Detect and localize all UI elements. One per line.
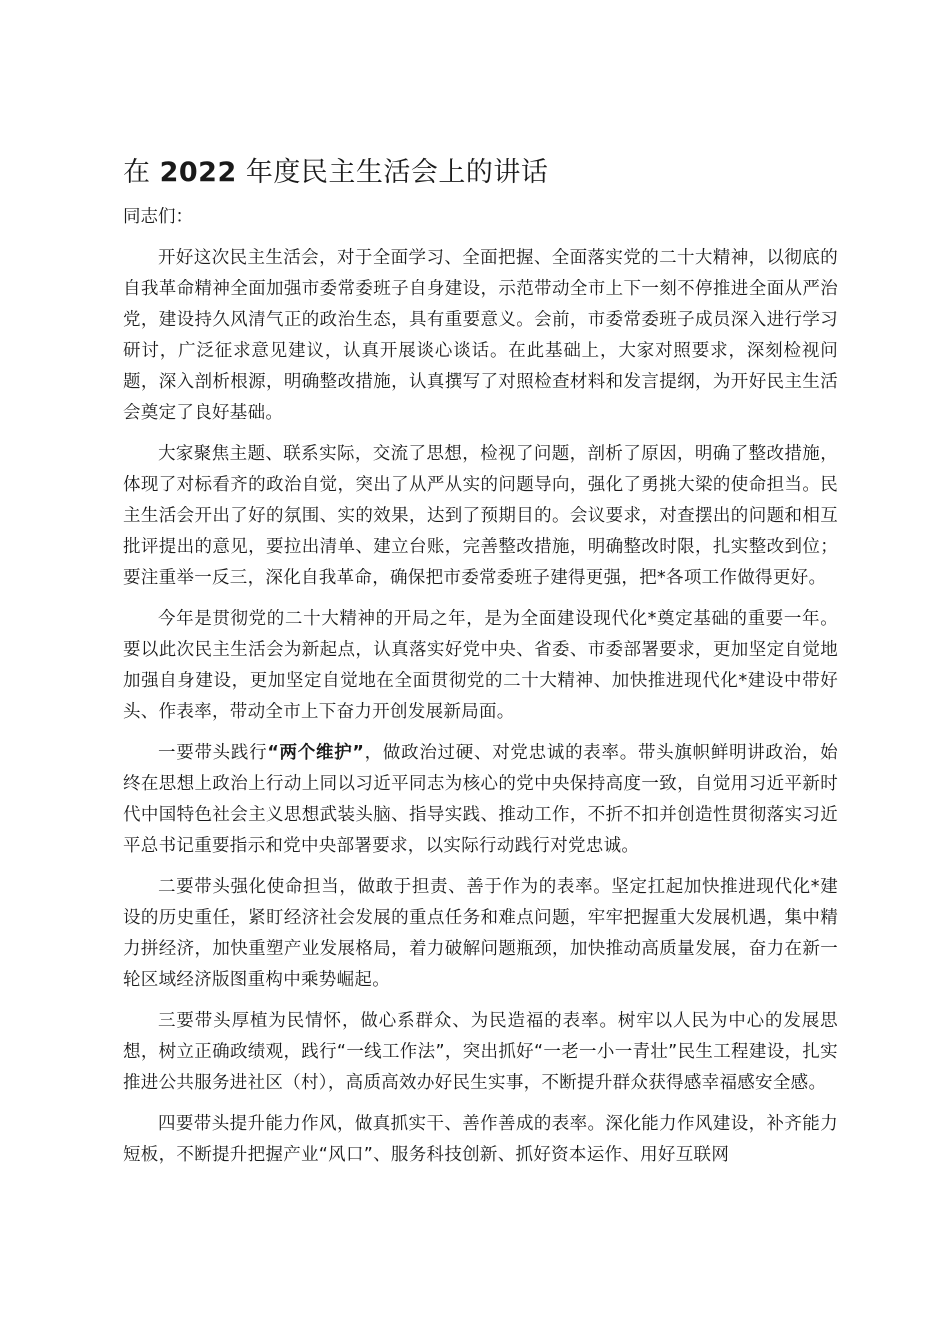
title-suffix: 年度民主生活会上的讲话 (236, 157, 549, 188)
paragraph: 大家聚焦主题、联系实际，交流了思想，检视了问题，剖析了原因，明确了整改措施，体现了对标看齐的政治自觉，突出了从严从实的问题导向，强化了勇挑大梁的使命担当。民主生活会开出了好的氛围、实的效果，达到了预期目的。会议要求，对查摆出的问题和相互批评提出的意见，要拉出清单、建立台账，完善整改措施，明确整改时限，扎实整改到位；要注重举一反三，深化自我革命，确保把市委常委班子建得更强，把*各项工作做得更好。 (123, 444, 838, 588)
paragraph-quote: “两个维护” (267, 743, 365, 763)
paragraph-lead-rest: ，做政治过硬、对党忠诚的表率。带头旗帜鲜明讲政治， (364, 743, 821, 763)
paragraph: 二要带头强化使命担当，做敢于担责、善于作为的表率。坚定扛起加快推进现代化*建设的历史重任，紧盯经济社会发展的重点任务和难点问题，牢牢把握重大发展机遇，集中精力拼经济，加快重塑产业发展格局，着力破解问题瓶颈，加快推动高质量发展，奋力在新一轮区域经济版图重构中乘势崛起。 (123, 877, 838, 990)
document-page (123, 148, 838, 1181)
page-title (123, 148, 838, 198)
title-prefix: 在 (123, 157, 160, 188)
paragraph-lead: 一要带头践行 (158, 743, 268, 763)
paragraph: 开好这次民主生活会，对于全面学习、全面把握、全面落实党的二十大精神，以彻底的自我革命精神全面加强市委常委班子自身建设，示范带动全市上下一刻不停推进全面从严治党，建设持久风清气正的政治生态，具有重要意义。会前，市委常委班子成员深入进行学习研讨，广泛征求意见建议，认真开展谈心谈话。在此基础上，大家对照要求，深刻检视问题，深入剖析根源，明确整改措施，认真撰写了对照检查材料和发言提纲，为开好民主生活会奠定了良好基础。 (123, 248, 838, 423)
paragraph: 三要带头厚植为民情怀，做心系群众、为民造福的表率。树牢以人民为中心的发展思想，树立正确政绩观，践行“一线工作法”，突出抓好“一老一小一青壮”民生工程建设，扎实推进公共服务进社区（村），高质高效办好民生实事，不断提升群众获得感幸福感安全感。 (123, 1011, 838, 1093)
paragraph-body: 始终在思想上政治上行动上同以习近平同志为核心的党中央保持高度一致，自觉用习近平新时代中国特色社会主义思想武装头脑、指导实践、推动工作，不折不扣并创造性贯彻落实习近平总书记重要指示和党中央部署要求，以实际行动践行对党忠诚。 (123, 743, 838, 856)
paragraph-one-requirement (123, 738, 838, 862)
paragraph: 四要带头提升能力作风，做真抓实干、善作善成的表率。深化能力作风建设，补齐能力短板，不断提升把握产业“风口”、服务科技创新、抓好资本运作、用好互联网 (123, 1114, 838, 1165)
title-year: 2022 (159, 157, 237, 188)
salutation: 同志们： (123, 207, 193, 227)
paragraph: 今年是贯彻党的二十大精神的开局之年，是为全面建设现代化*奠定基础的重要一年。要以此次民主生活会为新起点，认真落实好党中央、省委、市委部署要求，更加坚定自觉地加强自身建设，更加坚定自觉地在全面贯彻党的二十大精神、加快推进现代化*建设中带好头、作表率，带动全市上下奋力开创发展新局面。 (123, 609, 838, 722)
